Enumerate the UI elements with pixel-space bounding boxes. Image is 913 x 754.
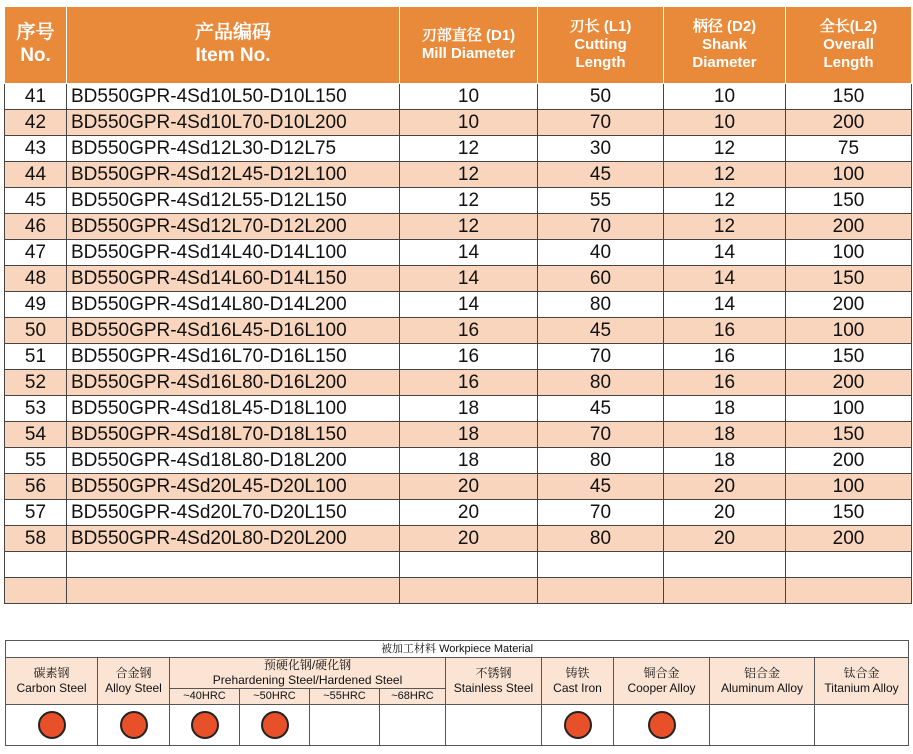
cell-d2: 20	[664, 474, 786, 500]
material-titanium-alloy	[815, 658, 909, 705]
cell-no: 56	[5, 474, 67, 500]
header-d2	[664, 7, 786, 84]
cell-item: BD550GPR-4Sd16L80-D16L200	[67, 370, 400, 396]
cell-l2	[786, 578, 912, 604]
header-l2	[786, 7, 912, 84]
table-row	[5, 526, 912, 552]
cell-no	[5, 578, 67, 604]
header-no-cn: 序号	[16, 22, 55, 44]
suitable-dot-icon	[120, 711, 148, 739]
cell-l1: 45	[538, 162, 664, 188]
table-row	[5, 552, 912, 578]
cell-d2: 12	[664, 214, 786, 240]
suitable-dot-icon	[38, 711, 66, 739]
header-l1	[538, 7, 664, 84]
table-row	[5, 162, 912, 188]
cell-d1: 14	[400, 292, 538, 318]
cell-no: 42	[5, 110, 67, 136]
table-row	[5, 578, 912, 604]
cell-l1: 70	[538, 214, 664, 240]
cell-item: BD550GPR-4Sd20L80-D20L200	[67, 526, 400, 552]
cell-l2: 150	[786, 500, 912, 526]
cell-d2: 14	[664, 240, 786, 266]
cell-l1: 50	[538, 84, 664, 110]
table-row	[5, 396, 912, 422]
cell-no: 45	[5, 188, 67, 214]
cell-no: 43	[5, 136, 67, 162]
cell-no: 54	[5, 422, 67, 448]
cell-l2: 150	[786, 266, 912, 292]
cell-l1: 60	[538, 266, 664, 292]
spec-header-row	[5, 7, 912, 84]
table-row	[5, 422, 912, 448]
cell-no: 52	[5, 370, 67, 396]
cell-d1: 18	[400, 422, 538, 448]
table-row	[5, 110, 912, 136]
cell-d1: 18	[400, 448, 538, 474]
copper-en: Cooper Alloy	[627, 681, 696, 695]
cell-item: BD550GPR-4Sd12L55-D12L150	[67, 188, 400, 214]
cell-l2: 100	[786, 318, 912, 344]
cell-no: 46	[5, 214, 67, 240]
header-d2-cn: 柄径 (D2)	[692, 18, 757, 35]
suitability-cell	[446, 705, 542, 746]
material-alloy-steel	[98, 658, 170, 705]
suitable-dot-icon	[261, 711, 289, 739]
alloy-cn: 合金钢	[115, 666, 152, 680]
cell-l2: 150	[786, 422, 912, 448]
cell-no: 47	[5, 240, 67, 266]
cell-l2: 150	[786, 188, 912, 214]
cell-l1	[538, 578, 664, 604]
cell-d1: 12	[400, 162, 538, 188]
suitable-dot-icon	[648, 711, 676, 739]
cell-l1: 30	[538, 136, 664, 162]
suitability-cell	[614, 705, 710, 746]
suitability-cell	[6, 705, 98, 746]
material-stainless-steel	[446, 658, 542, 705]
cell-d1: 16	[400, 344, 538, 370]
cell-d1: 14	[400, 240, 538, 266]
table-row	[5, 448, 912, 474]
cell-l1: 45	[538, 396, 664, 422]
cell-l2: 100	[786, 162, 912, 188]
aluminum-en: Aluminum Alloy	[720, 681, 804, 695]
cell-d2: 18	[664, 396, 786, 422]
cell-item: BD550GPR-4Sd14L60-D14L150	[67, 266, 400, 292]
table-row	[5, 344, 912, 370]
material-title-row	[6, 641, 909, 658]
hrc-40: ~40HRC	[170, 689, 240, 705]
cell-d1: 16	[400, 318, 538, 344]
cell-no: 44	[5, 162, 67, 188]
suitability-cell	[310, 705, 380, 746]
table-row	[5, 292, 912, 318]
cell-no: 58	[5, 526, 67, 552]
cell-l2: 200	[786, 214, 912, 240]
cell-l2: 150	[786, 344, 912, 370]
cell-d1: 10	[400, 110, 538, 136]
suitability-cell	[815, 705, 909, 746]
suitability-cell	[710, 705, 815, 746]
cell-l1	[538, 552, 664, 578]
cell-l2: 200	[786, 526, 912, 552]
cell-d1: 20	[400, 526, 538, 552]
material-suitability-row	[6, 705, 909, 746]
cell-l1: 45	[538, 474, 664, 500]
cell-l1: 70	[538, 422, 664, 448]
spec-table	[4, 6, 912, 604]
cell-l1: 70	[538, 110, 664, 136]
titanium-en: Titanium Alloy	[824, 681, 899, 695]
cell-d2: 16	[664, 344, 786, 370]
suitability-cell	[542, 705, 614, 746]
cell-l2: 200	[786, 370, 912, 396]
cell-item	[67, 552, 400, 578]
material-table	[5, 640, 909, 746]
cell-d2: 16	[664, 370, 786, 396]
table-row	[5, 84, 912, 110]
stainless-cn: 不锈钢	[475, 666, 512, 680]
cell-d1: 10	[400, 84, 538, 110]
cell-l1: 70	[538, 344, 664, 370]
cell-d2: 12	[664, 136, 786, 162]
cell-item: BD550GPR-4Sd12L30-D12L75	[67, 136, 400, 162]
castiron-en: Cast Iron	[553, 681, 602, 695]
cell-d1: 16	[400, 370, 538, 396]
cell-l2: 150	[786, 84, 912, 110]
cell-d2: 10	[664, 84, 786, 110]
cell-l1: 55	[538, 188, 664, 214]
cell-l2: 75	[786, 136, 912, 162]
cell-item: BD550GPR-4Sd14L40-D14L100	[67, 240, 400, 266]
cell-d2: 10	[664, 110, 786, 136]
cell-l2: 200	[786, 292, 912, 318]
carbon-cn: 碳素钢	[33, 666, 70, 680]
table-row	[5, 318, 912, 344]
cell-no: 53	[5, 396, 67, 422]
cell-no: 57	[5, 500, 67, 526]
suitability-cell	[380, 705, 446, 746]
cell-item: BD550GPR-4Sd18L45-D18L100	[67, 396, 400, 422]
alloy-en: Alloy Steel	[105, 681, 162, 695]
cell-l2: 100	[786, 474, 912, 500]
stainless-en: Stainless Steel	[453, 681, 534, 695]
cell-item: BD550GPR-4Sd10L50-D10L150	[67, 84, 400, 110]
header-no-en: No.	[20, 45, 51, 66]
header-l1-en1: Cutting	[574, 36, 627, 53]
spec-table-body	[5, 84, 912, 604]
cell-l2	[786, 552, 912, 578]
table-row	[5, 500, 912, 526]
cell-d2	[664, 578, 786, 604]
suitable-dot-icon	[191, 711, 219, 739]
cell-item: BD550GPR-4Sd16L45-D16L100	[67, 318, 400, 344]
titanium-cn: 钛合金	[843, 666, 880, 680]
hrc-55: ~55HRC	[310, 689, 380, 705]
cell-item: BD550GPR-4Sd18L80-D18L200	[67, 448, 400, 474]
cell-d2: 18	[664, 448, 786, 474]
header-d1-cn: 刃部直径 (D1)	[421, 27, 516, 44]
cell-d1: 12	[400, 136, 538, 162]
table-row	[5, 474, 912, 500]
cell-d1	[400, 578, 538, 604]
suitability-cell	[98, 705, 170, 746]
table-row	[5, 214, 912, 240]
cell-l2: 100	[786, 240, 912, 266]
header-l2-en2: Length	[823, 54, 874, 71]
carbon-en: Carbon Steel	[16, 681, 87, 695]
cell-d2: 20	[664, 526, 786, 552]
hrc-68: ~68HRC	[380, 689, 446, 705]
cell-l1: 80	[538, 370, 664, 396]
cell-d1: 14	[400, 266, 538, 292]
cell-item: BD550GPR-4Sd12L45-D12L100	[67, 162, 400, 188]
header-d1	[400, 7, 538, 84]
cell-no: 48	[5, 266, 67, 292]
cell-no: 49	[5, 292, 67, 318]
table-row	[5, 136, 912, 162]
cell-item: BD550GPR-4Sd10L70-D10L200	[67, 110, 400, 136]
cell-d2	[664, 552, 786, 578]
cell-l2: 200	[786, 110, 912, 136]
header-l2-en1: Overall	[823, 36, 874, 53]
cell-d1: 20	[400, 500, 538, 526]
cell-item: BD550GPR-4Sd18L70-D18L150	[67, 422, 400, 448]
table-row	[5, 188, 912, 214]
cell-d2: 12	[664, 162, 786, 188]
cell-d2: 16	[664, 318, 786, 344]
cell-item: BD550GPR-4Sd16L70-D16L150	[67, 344, 400, 370]
material-title: 被加工材料 Workpiece Material	[6, 641, 909, 658]
cell-l1: 80	[538, 448, 664, 474]
header-d2-en1: Shank	[701, 36, 747, 53]
header-no	[5, 7, 67, 84]
header-item	[67, 7, 400, 84]
table-row	[5, 266, 912, 292]
cell-d1: 12	[400, 188, 538, 214]
copper-cn: 铜合金	[643, 666, 680, 680]
header-d2-en2: Diameter	[692, 54, 757, 71]
table-row	[5, 370, 912, 396]
cell-no: 51	[5, 344, 67, 370]
cell-item: BD550GPR-4Sd20L70-D20L150	[67, 500, 400, 526]
hrc-50: ~50HRC	[240, 689, 310, 705]
harden-en: Prehardening Steel/Hardened Steel	[212, 673, 403, 687]
header-l1-en2: Length	[575, 54, 626, 71]
cell-d2: 12	[664, 188, 786, 214]
header-item-cn: 产品编码	[194, 22, 271, 44]
cell-d2: 14	[664, 292, 786, 318]
suitability-cell	[240, 705, 310, 746]
cell-no: 55	[5, 448, 67, 474]
cell-l2: 100	[786, 396, 912, 422]
cell-d2: 20	[664, 500, 786, 526]
material-copper-alloy	[614, 658, 710, 705]
cell-d1: 18	[400, 396, 538, 422]
cell-l2: 200	[786, 448, 912, 474]
suitability-cell	[170, 705, 240, 746]
header-item-en: Item No.	[195, 45, 271, 66]
aluminum-cn: 铝合金	[743, 666, 780, 680]
table-row	[5, 240, 912, 266]
cell-d2: 18	[664, 422, 786, 448]
cell-d2: 14	[664, 266, 786, 292]
cell-no	[5, 552, 67, 578]
cell-l1: 70	[538, 500, 664, 526]
cell-item: BD550GPR-4Sd14L80-D14L200	[67, 292, 400, 318]
material-header-row	[6, 658, 909, 689]
cell-d1	[400, 552, 538, 578]
header-d1-en: Mill Diameter	[421, 45, 516, 62]
cell-d1: 20	[400, 474, 538, 500]
material-cast-iron	[542, 658, 614, 705]
cell-l1: 80	[538, 526, 664, 552]
cell-no: 50	[5, 318, 67, 344]
cell-d1: 12	[400, 214, 538, 240]
header-l2-cn: 全长(L2)	[819, 18, 878, 35]
cell-l1: 80	[538, 292, 664, 318]
header-l1-cn: 刃长 (L1)	[569, 18, 632, 35]
harden-cn: 预硬化钢/硬化钢	[263, 658, 352, 672]
cell-l1: 45	[538, 318, 664, 344]
suitable-dot-icon	[564, 711, 592, 739]
cell-no: 41	[5, 84, 67, 110]
material-hardened-steel	[170, 658, 446, 689]
cell-item	[67, 578, 400, 604]
cell-l1: 40	[538, 240, 664, 266]
material-carbon-steel	[6, 658, 98, 705]
cell-item: BD550GPR-4Sd12L70-D12L200	[67, 214, 400, 240]
castiron-cn: 铸铁	[565, 666, 590, 680]
cell-item: BD550GPR-4Sd20L45-D20L100	[67, 474, 400, 500]
material-aluminum-alloy	[710, 658, 815, 705]
